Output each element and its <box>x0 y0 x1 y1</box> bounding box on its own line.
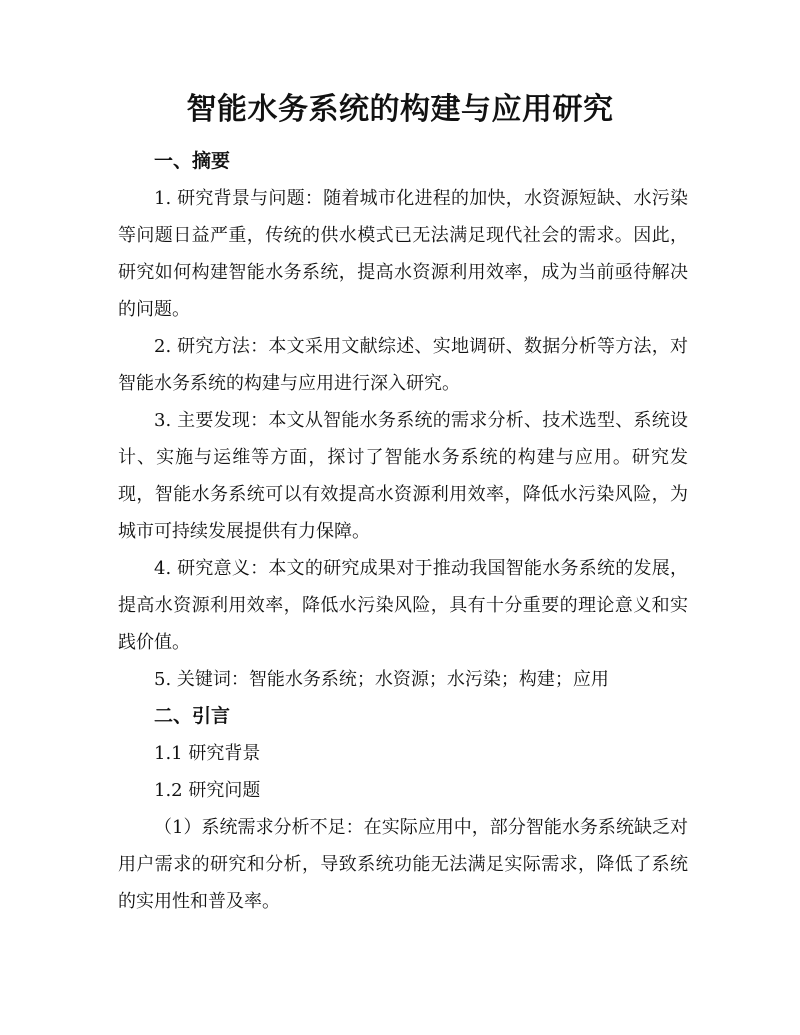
research-question-paragraph: （1）系统需求分析不足：在实际应用中，部分智能水务系统缺乏对用户需求的研究和分析，导致系统功能无法满足实际需求，降低了系统的实用性和普及率。 <box>118 817 688 912</box>
abstract-keywords-paragraph: 5. 关键词：智能水务系统；水资源；水污染；构建；应用 <box>154 669 609 690</box>
subsection-research-background: 1.1 研究背景 <box>154 743 261 764</box>
page-title: 智能水务系统的构建与应用研究 <box>186 92 614 127</box>
abstract-method-paragraph: 2. 研究方法：本文采用文献综述、实地调研、数据分析等方法，对智能水务系统的构建与应用进行深入研究。 <box>118 336 688 394</box>
section-heading-abstract: 一、摘要 <box>154 150 231 172</box>
subsection-research-questions: 1.2 研究问题 <box>154 780 261 801</box>
abstract-background-paragraph: 1. 研究背景与问题：随着城市化进程的加快，水资源短缺、水污染等问题日益严重，传统的供水模式已无法满足现代社会的需求。因此，研究如何构建智能水务系统，提高水资源利用效率，成为当前亟待解决的问题。 <box>118 188 688 320</box>
abstract-findings-paragraph: 3. 主要发现：本文从智能水务系统的需求分析、技术选型、系统设计、实施与运维等方面，探讨了智能水务系统的构建与应用。研究发现，智能水务系统可以有效提高水资源利用效率，降低水污染风险，为城市可持续发展提供有力保障。 <box>118 410 688 542</box>
section-heading-introduction: 二、引言 <box>154 705 231 727</box>
document-body <box>118 143 688 920</box>
abstract-significance-paragraph: 4. 研究意义：本文的研究成果对于推动我国智能水务系统的发展，提高水资源利用效率，降低水污染风险，具有十分重要的理论意义和实践价值。 <box>118 558 688 653</box>
